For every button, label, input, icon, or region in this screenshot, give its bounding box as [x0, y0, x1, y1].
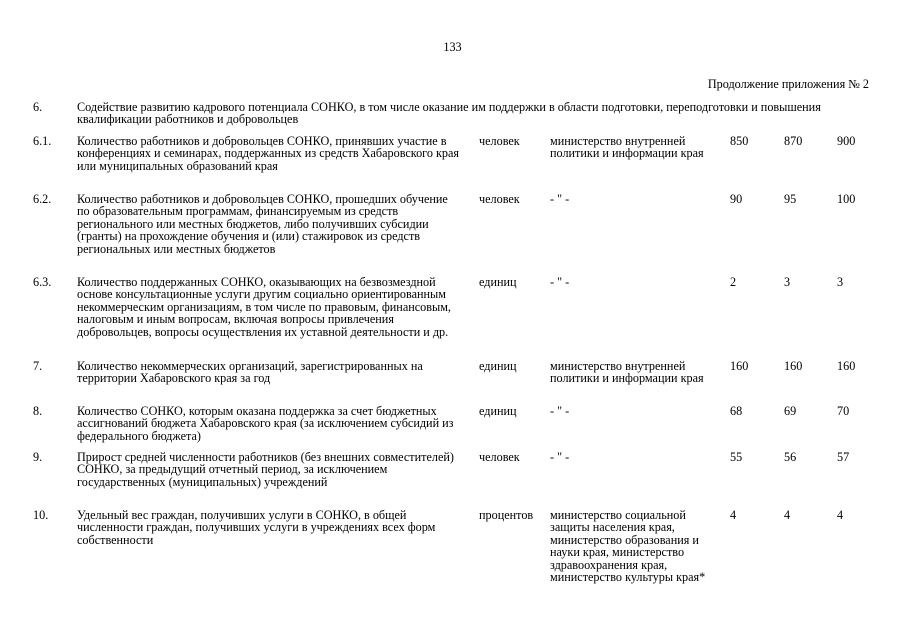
- row-number: 10.: [33, 508, 49, 522]
- value-2: 56: [784, 450, 797, 464]
- unit-cell: процентов: [479, 508, 534, 522]
- value-3: 3: [837, 275, 844, 289]
- value-3: 70: [837, 404, 850, 418]
- page-number: 133: [443, 40, 462, 54]
- indicator-text: Удельный вес граждан, получивших услуги в СОНКО, в общей численности граждан, получивших услуги в учреждениях всех форм собственности: [77, 508, 436, 547]
- responsible-cell: - " -: [550, 450, 570, 464]
- value-2: 3: [784, 275, 791, 289]
- value-1: 4: [730, 508, 737, 522]
- row-number: 7.: [33, 359, 43, 373]
- value-2: 160: [784, 359, 803, 373]
- indicator-text: Количество некоммерческих организаций, зарегистрированных на территории Хабаровского края за год: [77, 359, 423, 386]
- value-2: 4: [784, 508, 791, 522]
- responsible-cell: - " -: [550, 192, 570, 206]
- value-1: 90: [730, 192, 743, 206]
- responsible-cell: - " -: [550, 275, 570, 289]
- value-3: 4: [837, 508, 844, 522]
- value-1: 55: [730, 450, 743, 464]
- unit-cell: человек: [479, 450, 520, 464]
- value-1: 68: [730, 404, 743, 418]
- row-number: 6.2.: [33, 192, 52, 206]
- responsible-cell: министерство внутренней политики и информации края: [550, 359, 704, 386]
- unit-cell: единиц: [479, 404, 517, 418]
- row-number: 9.: [33, 450, 43, 464]
- value-2: 69: [784, 404, 797, 418]
- indicator-text: Количество СОНКО, которым оказана поддержка за счет бюджетных ассигнований бюджета Хабаровского края (за исключением субсидий из федерального бюджета): [77, 404, 454, 443]
- responsible-cell: министерство социальной защиты населения края, министерство образования и науки края, министерство здравоохранения края, министерство культуры края*: [550, 508, 706, 585]
- section-title: Содействие развитию кадрового потенциала СОНКО, в том числе оказание им поддержки в области подготовки, переподготовки и повышения квалификации работников и добровольцев: [77, 100, 821, 127]
- value-1: 2: [730, 275, 737, 289]
- value-3: 57: [837, 450, 850, 464]
- unit-cell: единиц: [479, 275, 517, 289]
- section-number: 6.: [33, 100, 43, 114]
- unit-cell: человек: [479, 134, 520, 148]
- indicator-text: Количество работников и добровольцев СОНКО, прошедших обучение по образовательным программам, финансируемым из средств регионального или местных бюджетов, либо получивших субсидии (гранты) на прохождение обучения и (или) стажировок из средств региональных или местных бюджетов: [77, 192, 448, 256]
- unit-cell: единиц: [479, 359, 517, 373]
- value-2: 95: [784, 192, 797, 206]
- value-1: 160: [730, 359, 749, 373]
- responsible-cell: - " -: [550, 404, 570, 418]
- indicator-text: Количество поддержанных СОНКО, оказывающих на безвозмездной основе консультационные услуги другим социально ориентированным некоммерческим организациям, в том числе по правовым, финансовым, налоговым и иным вопросам, включая вопросы привлечения добровольцев, вопросы осуществления их уставной деятельности и др.: [77, 275, 451, 339]
- indicator-text: Прирост средней численности работников (без внешних совместителей) СОНКО, за предыдущий отчетный период, за исключением государственных (муниципальных) учреждений: [77, 450, 454, 489]
- row-number: 8.: [33, 404, 43, 418]
- row-number: 6.1.: [33, 134, 52, 148]
- row-number: 6.3.: [33, 275, 52, 289]
- unit-cell: человек: [479, 192, 520, 206]
- value-1: 850: [730, 134, 749, 148]
- value-3: 160: [837, 359, 856, 373]
- value-3: 900: [837, 134, 856, 148]
- value-3: 100: [837, 192, 856, 206]
- value-2: 870: [784, 134, 803, 148]
- indicator-text: Количество работников и добровольцев СОНКО, принявших участие в конференциях и семинарах, поддержанных из средств Хабаровского края или муниципальных образований края: [77, 134, 460, 173]
- appendix-continuation-note: Продолжение приложения № 2: [707, 77, 869, 91]
- responsible-cell: министерство внутренней политики и информации края: [550, 134, 704, 161]
